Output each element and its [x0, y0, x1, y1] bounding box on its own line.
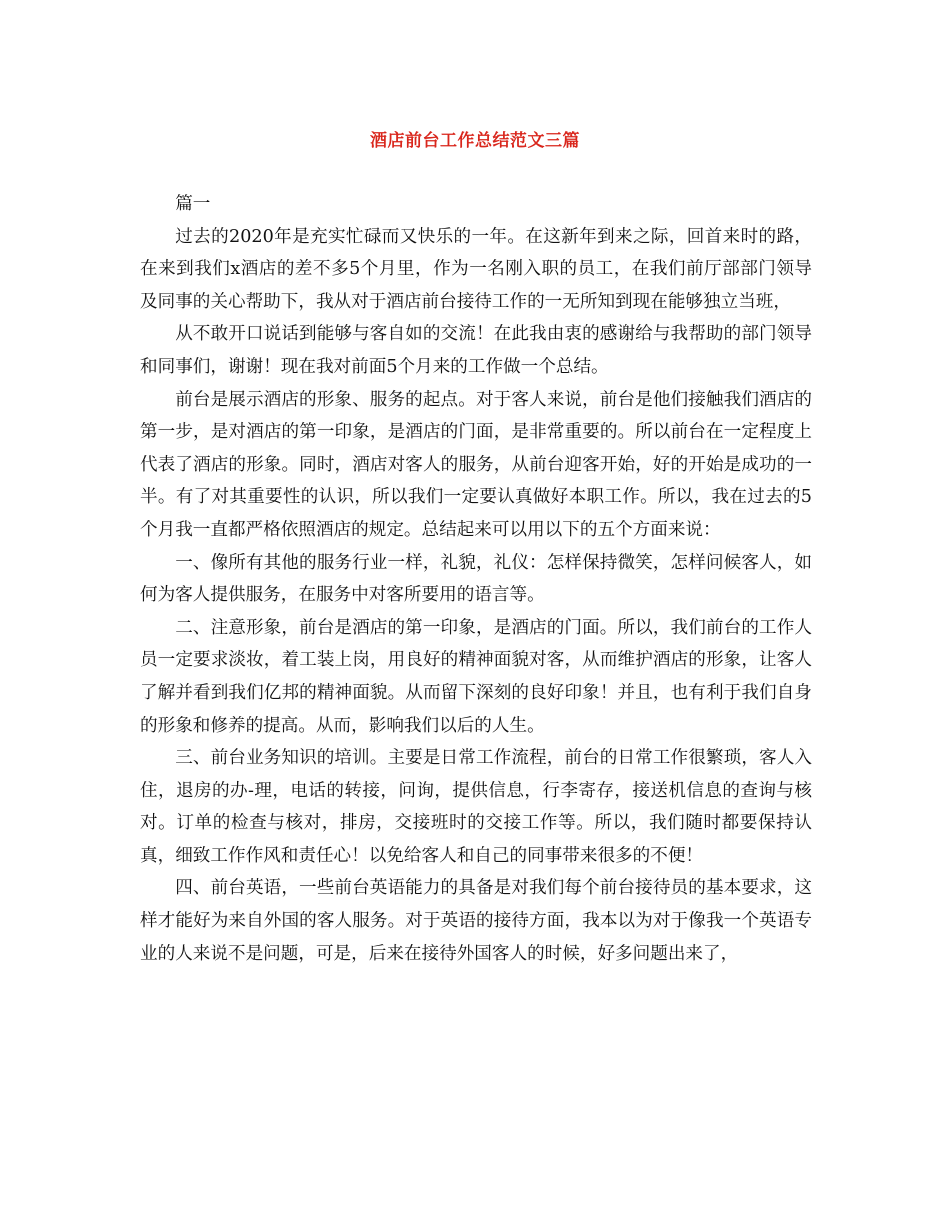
paragraph-point-two: 二、注意形象，前台是酒店的第一印象，是酒店的门面。所以，我们前台的工作人员一定要求淡妆，着工装上岗，用良好的精神面貌对客，从而维护酒店的形象，让客人了解并看到我们亿邦的精神面貌。从而留下深刻的良好印象！并且，也有利于我们自身的形象和修养的提高。从而，影响我们以后的人生。 [140, 617, 812, 736]
paragraph-point-three: 三、前台业务知识的培训。主要是日常工作流程，前台的日常工作很繁琐，客人入住，退房的办-理，电话的转接，问询，提供信息，行李寄存，接送机信息的查询与核对。订单的检查与核对，排房，交接班时的交接工作等。所以，我们随时都要保持认真，细致工作作风和责任心！以免给客人和自己的同事带来很多的不便！ [140, 748, 812, 866]
section-heading: 篇一 [175, 194, 211, 214]
document-title: 酒店前台工作总结范文三篇 [370, 131, 580, 151]
document-body [140, 188, 812, 970]
paragraph-point-four: 四、前台英语，一些前台英语能力的具备是对我们每个前台接待员的基本要求，这样才能好为来自外国的客人服务。对于英语的接待方面，我本以为对于像我一个英语专业的人来说不是问题，可是，后来在接待外国客人的时候，好多问题出来了， [140, 878, 812, 964]
paragraph-point-one: 一、像所有其他的服务行业一样，礼貌，礼仪：怎样保持微笑，怎样问候客人，如何为客人提供服务，在服务中对客所要用的语言等。 [140, 552, 812, 606]
paragraph-thanks: 从不敢开口说话到能够与客自如的交流！在此我由衷的感谢给与我帮助的部门领导和同事们，谢谢！现在我对前面5个月来的工作做一个总结。 [140, 324, 812, 377]
paragraph-intro: 过去的2020年是充实忙碌而又快乐的一年。在这新年到来之际，回首来时的路，在来到我们x酒店的差不多5个月里，作为一名刚入职的员工，在我们前厅部部门领导及同事的关心帮助下，我从对于酒店前台接待工作的一无所知到现在能够独立当班， [140, 226, 812, 312]
paragraph-front-desk-role: 前台是展示酒店的形象、服务的起点。对于客人来说，前台是他们接触我们酒店的第一步，是对酒店的第一印象，是酒店的门面，是非常重要的。所以前台在一定程度上代表了酒店的形象。同时，酒店对客人的服务，从前台迎客开始，好的开始是成功的一半。有了对其重要性的认识，所以我们一定要认真做好本职工作。所以，我在过去的5个月我一直都严格依照酒店的规定。总结起来可以用以下的五个方面来说： [140, 389, 812, 540]
